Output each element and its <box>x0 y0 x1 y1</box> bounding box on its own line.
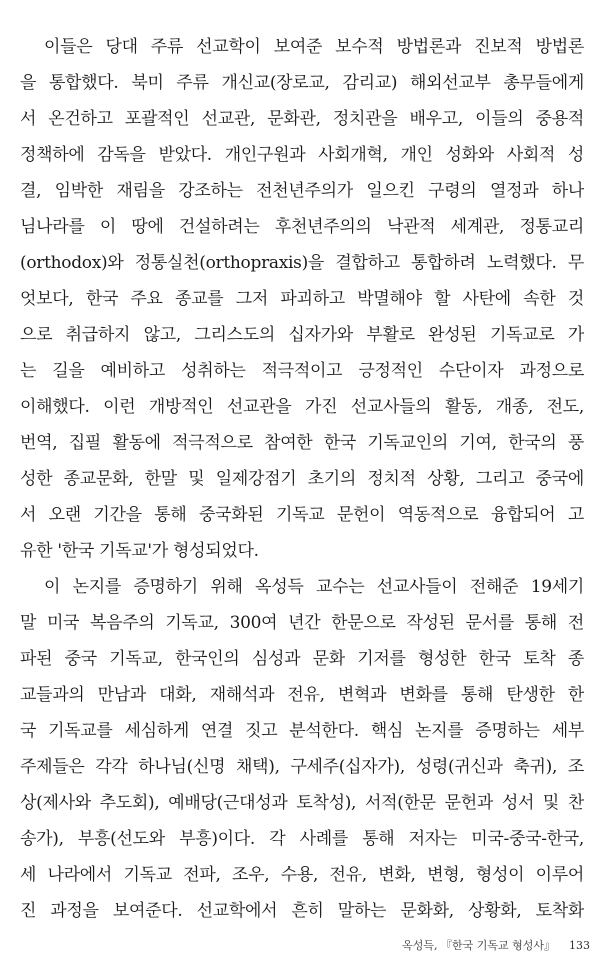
text-line: 는 길을 예비하고 성취하는 적극적이고 긍정적인 수단이자 과정으로 <box>20 361 584 381</box>
text-line: 말 미국 복음주의 기독교, 300여 년간 한문으로 작성된 문서를 통해 전 <box>20 613 584 633</box>
text-line: 정책하에 감독을 받았다. 개인구원과 사회개혁, 개인 성화와 사회적 성 <box>20 145 584 165</box>
text-line: 으로 취급하지 않고, 그리스도의 십자가와 부활로 완성된 기독교로 가 <box>20 325 584 345</box>
text-line: 이 논지를 증명하기 위해 옥성득 교수는 선교사들이 전해준 19세기 <box>44 577 584 597</box>
page-footer <box>150 938 590 954</box>
text-line: 파된 중국 기독교, 한국인의 심성과 문화 기저를 형성한 한국 토착 종 <box>20 649 584 669</box>
text-line: 국 기독교를 세심하게 연결 짓고 분석한다. 핵심 논지를 증명하는 세부 <box>20 721 584 741</box>
page-number: 133 <box>569 939 590 952</box>
text-line: 진 과정을 보여준다. 선교학에서 흔히 말하는 문화화, 상황화, 토착화 <box>20 901 584 921</box>
text-line: 님나라를 이 땅에 건설하려는 후천년주의의 낙관적 세계관, 정통교리 <box>20 217 584 237</box>
text-line: 유한 '한국 기독교'가 형성되었다. <box>20 541 259 561</box>
text-line: 세 나라에서 기독교 전파, 조우, 수용, 전유, 변화, 변형, 형성이 이루어 <box>20 865 584 885</box>
text-line: 주제들은 각각 하나님(신명 채택), 구세주(십자가), 성령(귀신과 축귀), 조 <box>20 757 584 777</box>
running-head: 옥성득, 『한국 기독교 형성사』 <box>402 939 555 952</box>
text-line: 서 오랜 기간을 통해 중국화된 기독교 문헌이 역동적으로 융합되어 고 <box>20 505 584 525</box>
text-line: 결, 임박한 재림을 강조하는 전천년주의가 일으킨 구령의 열정과 하나 <box>20 181 584 201</box>
text-line: 이해했다. 이런 개방적인 선교관을 가진 선교사들의 활동, 개종, 전도, <box>20 397 584 417</box>
text-line: 이들은 당대 주류 선교학이 보여준 보수적 방법론과 진보적 방법론 <box>44 37 584 57</box>
text-line: 엇보다, 한국 주요 종교를 그저 파괴하고 박멸해야 할 사탄에 속한 것 <box>20 289 584 309</box>
text-line: 성한 종교문화, 한말 및 일제강점기 초기의 정치적 상황, 그리고 중국에 <box>20 469 584 489</box>
text-line: 상(제사와 추도회), 예배당(근대성과 토착성), 서적(한문 문헌과 성서 및 찬 <box>20 793 584 813</box>
text-line: 번역, 집필 활동에 적극적으로 참여한 한국 기독교인의 기여, 한국의 풍 <box>20 433 584 453</box>
text-line: 을 통합했다. 북미 주류 개신교(장로교, 감리교) 해외선교부 총무들에게 <box>20 73 584 93</box>
text-line: 교들과의 만남과 대화, 재해석과 전유, 변혁과 변화를 통해 탄생한 한 <box>20 685 584 705</box>
text-line: (orthodox)와 정통실천(orthopraxis)을 결합하고 통합하려 노력했다. 무 <box>20 253 584 273</box>
text-line: 송가), 부흥(선도와 부흥)이다. 각 사례를 통해 저자는 미국-중국-한국, <box>20 829 584 849</box>
text-line: 서 온건하고 포괄적인 선교관, 문화관, 정치관을 배우고, 이들의 중용적 <box>20 109 584 129</box>
